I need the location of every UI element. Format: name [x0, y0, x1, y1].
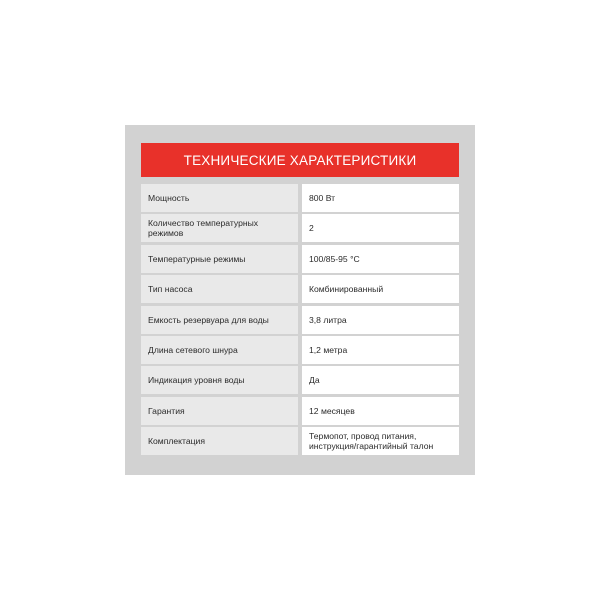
spec-row [141, 184, 459, 212]
spec-label-tank-capacity: Емкость резервуара для воды [141, 306, 298, 334]
spec-label-water-level-indicator: Индикация уровня воды [141, 366, 298, 394]
spec-label-temperature-modes-count: Количество температурных режимов [141, 214, 298, 242]
spec-label-warranty: Гарантия [141, 397, 298, 425]
spec-row [141, 306, 459, 334]
spec-label-pump-type: Тип насоса [141, 275, 298, 303]
spec-value-water-level-indicator: Да [302, 366, 459, 394]
specs-table [141, 184, 459, 455]
spec-row [141, 427, 459, 455]
spec-row [141, 397, 459, 425]
spec-row [141, 275, 459, 303]
spec-row [141, 214, 459, 242]
spec-value-power: 800 Вт [302, 184, 459, 212]
specs-title: ТЕХНИЧЕСКИЕ ХАРАКТЕРИСТИКИ [141, 143, 459, 177]
spec-row [141, 245, 459, 273]
specs-panel [125, 125, 475, 475]
spec-value-cord-length: 1,2 метра [302, 336, 459, 364]
spec-label-power: Мощность [141, 184, 298, 212]
spec-value-pump-type: Комбинированный [302, 275, 459, 303]
spec-row [141, 366, 459, 394]
spec-row [141, 336, 459, 364]
spec-label-temperature-modes: Температурные режимы [141, 245, 298, 273]
spec-value-warranty: 12 месяцев [302, 397, 459, 425]
spec-value-package-contents: Термопот, провод питания, инструкция/гарантийный талон [302, 427, 459, 455]
spec-label-package-contents: Комплектация [141, 427, 298, 455]
spec-value-tank-capacity: 3,8 литра [302, 306, 459, 334]
spec-label-cord-length: Длина сетевого шнура [141, 336, 298, 364]
spec-value-temperature-modes-count: 2 [302, 214, 459, 242]
spec-value-temperature-modes: 100/85-95 °C [302, 245, 459, 273]
